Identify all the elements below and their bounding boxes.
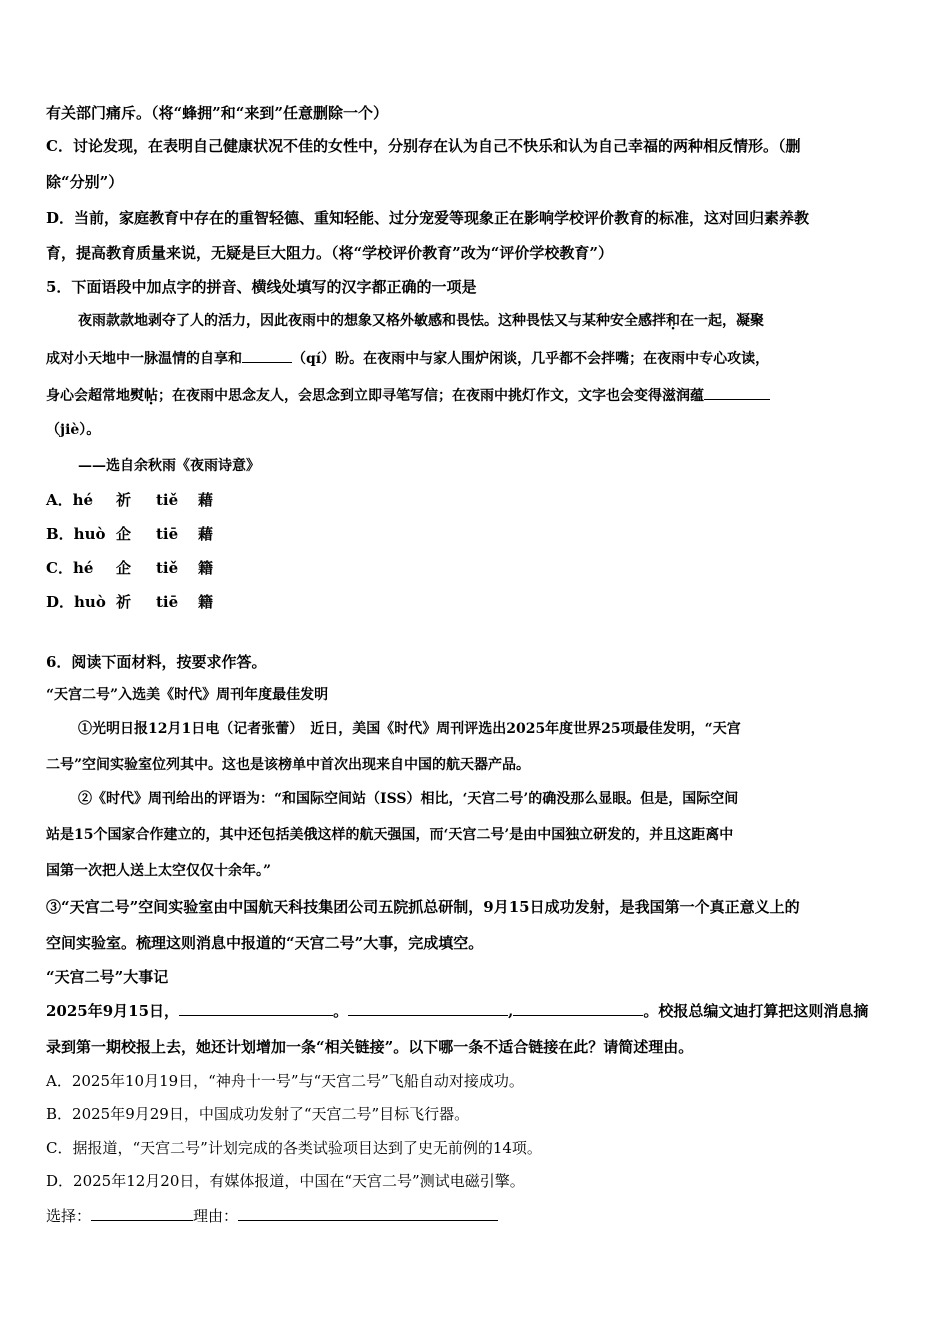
- q6-stem: 6．阅读下面材料，按要求作答。: [46, 653, 267, 671]
- fill-blank-event-3[interactable]: [513, 1000, 643, 1016]
- option-pinyin: tiē: [156, 525, 179, 543]
- passage-text: 在一起，凝聚: [680, 313, 764, 329]
- q5-passage-line3: [46, 384, 770, 406]
- q5-source: ——选自余秋雨《夜雨诗意》: [78, 458, 260, 474]
- option-char: 籍: [198, 593, 214, 611]
- passage-text: 成对小天地中一脉温情的自享和: [46, 351, 242, 367]
- option-pinyin: tiě: [156, 559, 179, 577]
- passage-text: ；在夜雨中思念友人，会思念到立即寻笔写信；在夜雨中挑灯作文，文字也会变得滋润蕴: [158, 388, 704, 404]
- q6-para3-line1: ③“天宫二号”空间实验室由中国航天科技集团公司五院抓总研制，9月15日成功发射，是我国第一个真正意义上的: [46, 898, 800, 916]
- passage-text: （qí）盼。在夜雨中与家人围炉闲谈，几乎都不会拌嘴；在夜雨中专心攻读，: [292, 351, 770, 367]
- option-label: B．huò: [46, 525, 106, 543]
- answer-label: 选择：: [46, 1207, 92, 1225]
- dotted-char: 帖: [144, 388, 158, 404]
- q5-passage-line1: [78, 311, 764, 331]
- q6-para2-line2: 站是15个国家合作建立的，其中还包括美俄这样的航天强国，而‘天宫二号’是由中国独立研发的，并且这距离中: [46, 827, 734, 843]
- option-label: A．hé: [46, 491, 94, 509]
- q6-choice-d[interactable]: D．2025年12月20日，有媒体报道，中国在“天宫二号”测试电磁引擎。: [46, 1172, 525, 1190]
- option-char: 籍: [198, 559, 214, 577]
- option-label: C．hé: [46, 559, 94, 577]
- passage-text: 身心会超常地熨: [46, 388, 144, 404]
- q5-passage-line4: （jiè）。: [46, 422, 101, 438]
- option-pinyin: tiē: [156, 593, 179, 611]
- reason-blank[interactable]: [238, 1205, 498, 1221]
- q6-headline: “天宫二号”入选美《时代》周刊年度最佳发明: [46, 687, 329, 703]
- fill-blank-1[interactable]: [242, 347, 292, 363]
- q6-para2-line1: ②《时代》周刊给出的评语为：“和国际空间站（ISS）相比，‘天宫二号’的确没那么显眼。但是，国际空间: [78, 791, 739, 807]
- q5-passage-line2: [46, 347, 769, 369]
- option-char: 企: [116, 525, 132, 543]
- q5-stem: 5．下面语段中加点字的拼音、横线处填写的汉字都正确的一项是: [46, 278, 477, 296]
- option-pinyin: tiě: [156, 491, 179, 509]
- fill-blank-event-1[interactable]: [179, 1000, 333, 1016]
- option-char: 藉: [198, 491, 214, 509]
- q6-para1-line1: ①光明日报12月1日电（记者张蕾） 近日，美国《时代》周刊评选出2025年度世界25项最佳发明，“天宫: [78, 721, 741, 737]
- q6-para2-line3: 国第一次把人送上太空仅仅十余年。”: [46, 863, 272, 879]
- q5-option-a[interactable]: [46, 490, 213, 510]
- q6-choice-a[interactable]: A．2025年10月19日，“神舟十一号”与“天宫二号”飞船自动对接成功。: [46, 1072, 524, 1090]
- q6-record-title: “天宫二号”大事记: [46, 968, 169, 986]
- fill-blank-event-2[interactable]: [348, 1000, 508, 1016]
- option-char: 祈: [116, 491, 132, 509]
- q5-option-c[interactable]: [46, 558, 213, 578]
- fill-prefix: 2025年9月15日，: [46, 1002, 180, 1020]
- option-label: D．huò: [46, 593, 106, 611]
- passage-text: 夜雨款款地剥夺了人的活力，因此夜雨中的想象又格外敏感和畏怯。这种畏怯又与某种安全感拌: [78, 313, 666, 329]
- fill-separator: ,: [508, 1002, 514, 1020]
- option-char: 祈: [116, 593, 132, 611]
- fill-separator: 。: [333, 1002, 349, 1020]
- answer-blank[interactable]: [91, 1205, 193, 1221]
- q6-choice-c[interactable]: C．据报道，“天宫二号”计划完成的各类试验项目达到了史无前例的14项。: [46, 1139, 542, 1157]
- reason-label: 理由：: [193, 1207, 239, 1225]
- q4-option-c-line2: 除“分别”）: [46, 173, 124, 191]
- q4-option-c-line1: C．讨论发现，在表明自己健康状况不佳的女性中，分别存在认为自己不快乐和认为自己幸福的两种相反情形。（删: [46, 137, 801, 155]
- q4-option-d-line2: 育，提高教育质量来说，无疑是巨大阻力。（将“学校评价教育”改为“评价学校教育”）: [46, 244, 614, 262]
- q6-para3-line2: 空间实验室。梳理这则消息中报道的“天宫二号”大事，完成填空。: [46, 934, 484, 952]
- q6-answer-line: [46, 1205, 498, 1226]
- q5-option-b[interactable]: [46, 524, 213, 544]
- q6-fill-line2: 录到第一期校报上去，她还计划增加一条“相关链接”。以下哪一条不适合链接在此？请简述理由。: [46, 1038, 694, 1056]
- option-char: 藉: [198, 525, 214, 543]
- q5-option-d[interactable]: [46, 592, 213, 612]
- q6-choice-b[interactable]: B．2025年9月29日，中国成功发射了“天宫二号”目标飞行器。: [46, 1105, 470, 1123]
- fill-suffix: 。校报总编文迪打算把这则消息摘: [643, 1002, 869, 1020]
- q4-option-d-line1: D．当前，家庭教育中存在的重智轻德、重知轻能、过分宠爱等现象正在影响学校评价教育的标准，这对回归素养教: [46, 209, 810, 227]
- q6-fill-line1: [46, 1000, 868, 1021]
- q6-para1-line2: 二号”空间实验室位列其中。这也是该榜单中首次出现来自中国的航天器产品。: [46, 757, 531, 773]
- dotted-char: 和: [666, 313, 680, 329]
- q4-option-b-continuation: 有关部门痛斥。（将“蜂拥”和“来到”任意删除一个）: [46, 104, 389, 122]
- fill-blank-2[interactable]: [704, 384, 770, 400]
- option-char: 企: [116, 559, 132, 577]
